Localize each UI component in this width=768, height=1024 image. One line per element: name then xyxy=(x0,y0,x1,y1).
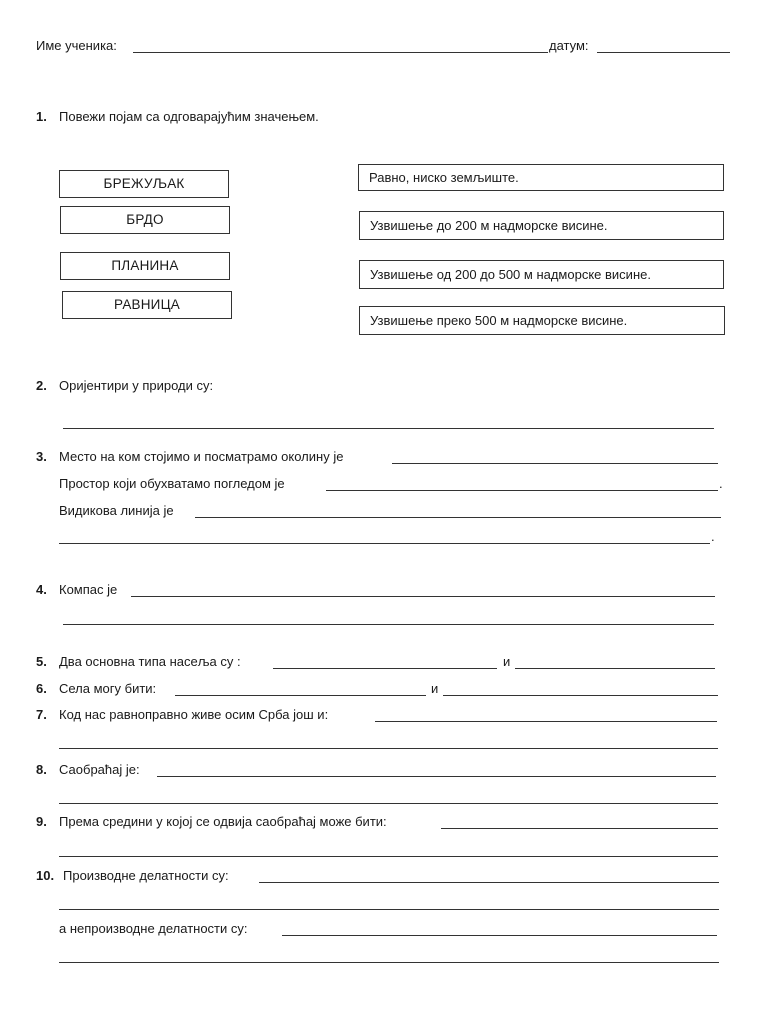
q2-number: 2. xyxy=(36,378,47,393)
meaning-label: Узвишење преко 500 м надморске висине. xyxy=(370,312,628,328)
term-label: БРДО xyxy=(126,212,164,227)
date-blank[interactable] xyxy=(597,52,730,53)
q6-number: 6. xyxy=(36,681,47,696)
q7-blank-1[interactable] xyxy=(375,721,717,722)
q5-text: Два основна типа насеља су : xyxy=(59,654,241,669)
q9-text: Према средини у којој се одвија саобраћај може бити: xyxy=(59,814,387,829)
term-box-1[interactable] xyxy=(59,170,229,198)
q2-answer-blank[interactable] xyxy=(63,428,714,429)
q3-blank-1[interactable] xyxy=(392,463,718,464)
q3-line3-text: Видикова линија је xyxy=(59,503,174,518)
q9-number: 9. xyxy=(36,814,47,829)
q9-blank-1[interactable] xyxy=(441,828,718,829)
q5-blank-2[interactable] xyxy=(515,668,715,669)
q8-blank-1[interactable] xyxy=(157,776,716,777)
q1-number: 1. xyxy=(36,109,47,124)
meaning-label: Узвишење до 200 м надморске висине. xyxy=(370,217,608,233)
q4-text: Компас је xyxy=(59,582,118,597)
date-label: датум: xyxy=(549,38,589,53)
q5-blank-1[interactable] xyxy=(273,668,497,669)
q6-blank-2[interactable] xyxy=(443,695,718,696)
q3-line2-period: . xyxy=(719,476,723,491)
q9-blank-2[interactable] xyxy=(59,856,718,857)
term-box-2[interactable] xyxy=(60,206,230,234)
q6-text: Села могу бити: xyxy=(59,681,157,696)
q5-number: 5. xyxy=(36,654,47,669)
q10-number: 10. xyxy=(36,868,55,883)
q10-blank-1[interactable] xyxy=(259,882,719,883)
meaning-label: Узвишење од 200 до 500 м надморске висине. xyxy=(370,266,651,282)
q8-blank-2[interactable] xyxy=(59,803,718,804)
q3-blank-3[interactable] xyxy=(195,517,721,518)
q3-blank-2[interactable] xyxy=(326,490,718,491)
q3-line2-text: Простор који обухватамо погледом је xyxy=(59,476,285,491)
q5-and: и xyxy=(503,654,511,669)
q10-blank-3[interactable] xyxy=(282,935,717,936)
q6-and: и xyxy=(431,681,439,696)
meaning-box-1[interactable] xyxy=(358,164,724,191)
meaning-box-2[interactable] xyxy=(359,211,724,240)
term-label: РАВНИЦА xyxy=(114,297,180,312)
student-name-label: Име ученика: xyxy=(36,38,117,53)
q8-number: 8. xyxy=(36,762,47,777)
meaning-box-3[interactable] xyxy=(359,260,724,289)
q7-blank-2[interactable] xyxy=(59,748,718,749)
meaning-label: Равно, ниско земљиште. xyxy=(369,169,519,185)
term-label: БРЕЖУЉАК xyxy=(103,176,185,191)
q4-blank-2[interactable] xyxy=(63,624,714,625)
q1-text: Повежи појам са одговарајућим значењем. xyxy=(59,109,319,124)
q10-text: Производне делатности су: xyxy=(63,868,229,883)
q2-text: Оријентири у природи су: xyxy=(59,378,214,393)
q7-number: 7. xyxy=(36,707,47,722)
q3-line1-text: Место на ком стојимо и посматрамо околину је xyxy=(59,449,344,464)
term-box-4[interactable] xyxy=(62,291,232,319)
q4-blank-1[interactable] xyxy=(131,596,715,597)
q10-text2: а непроизводне делатности су: xyxy=(59,921,248,936)
meaning-box-4[interactable] xyxy=(359,306,725,335)
q10-blank-2[interactable] xyxy=(59,909,719,910)
q3-line4-period: . xyxy=(711,529,715,544)
q6-blank-1[interactable] xyxy=(175,695,426,696)
q3-number: 3. xyxy=(36,449,47,464)
student-name-blank[interactable] xyxy=(133,52,548,53)
q4-number: 4. xyxy=(36,582,47,597)
q3-blank-4[interactable] xyxy=(59,543,710,544)
term-box-3[interactable] xyxy=(60,252,230,280)
term-label: ПЛАНИНА xyxy=(111,258,179,273)
q10-blank-4[interactable] xyxy=(59,962,719,963)
q8-text: Саобраћај је: xyxy=(59,762,140,777)
q7-text: Код нас равноправно живе осим Срба још и: xyxy=(59,707,329,722)
